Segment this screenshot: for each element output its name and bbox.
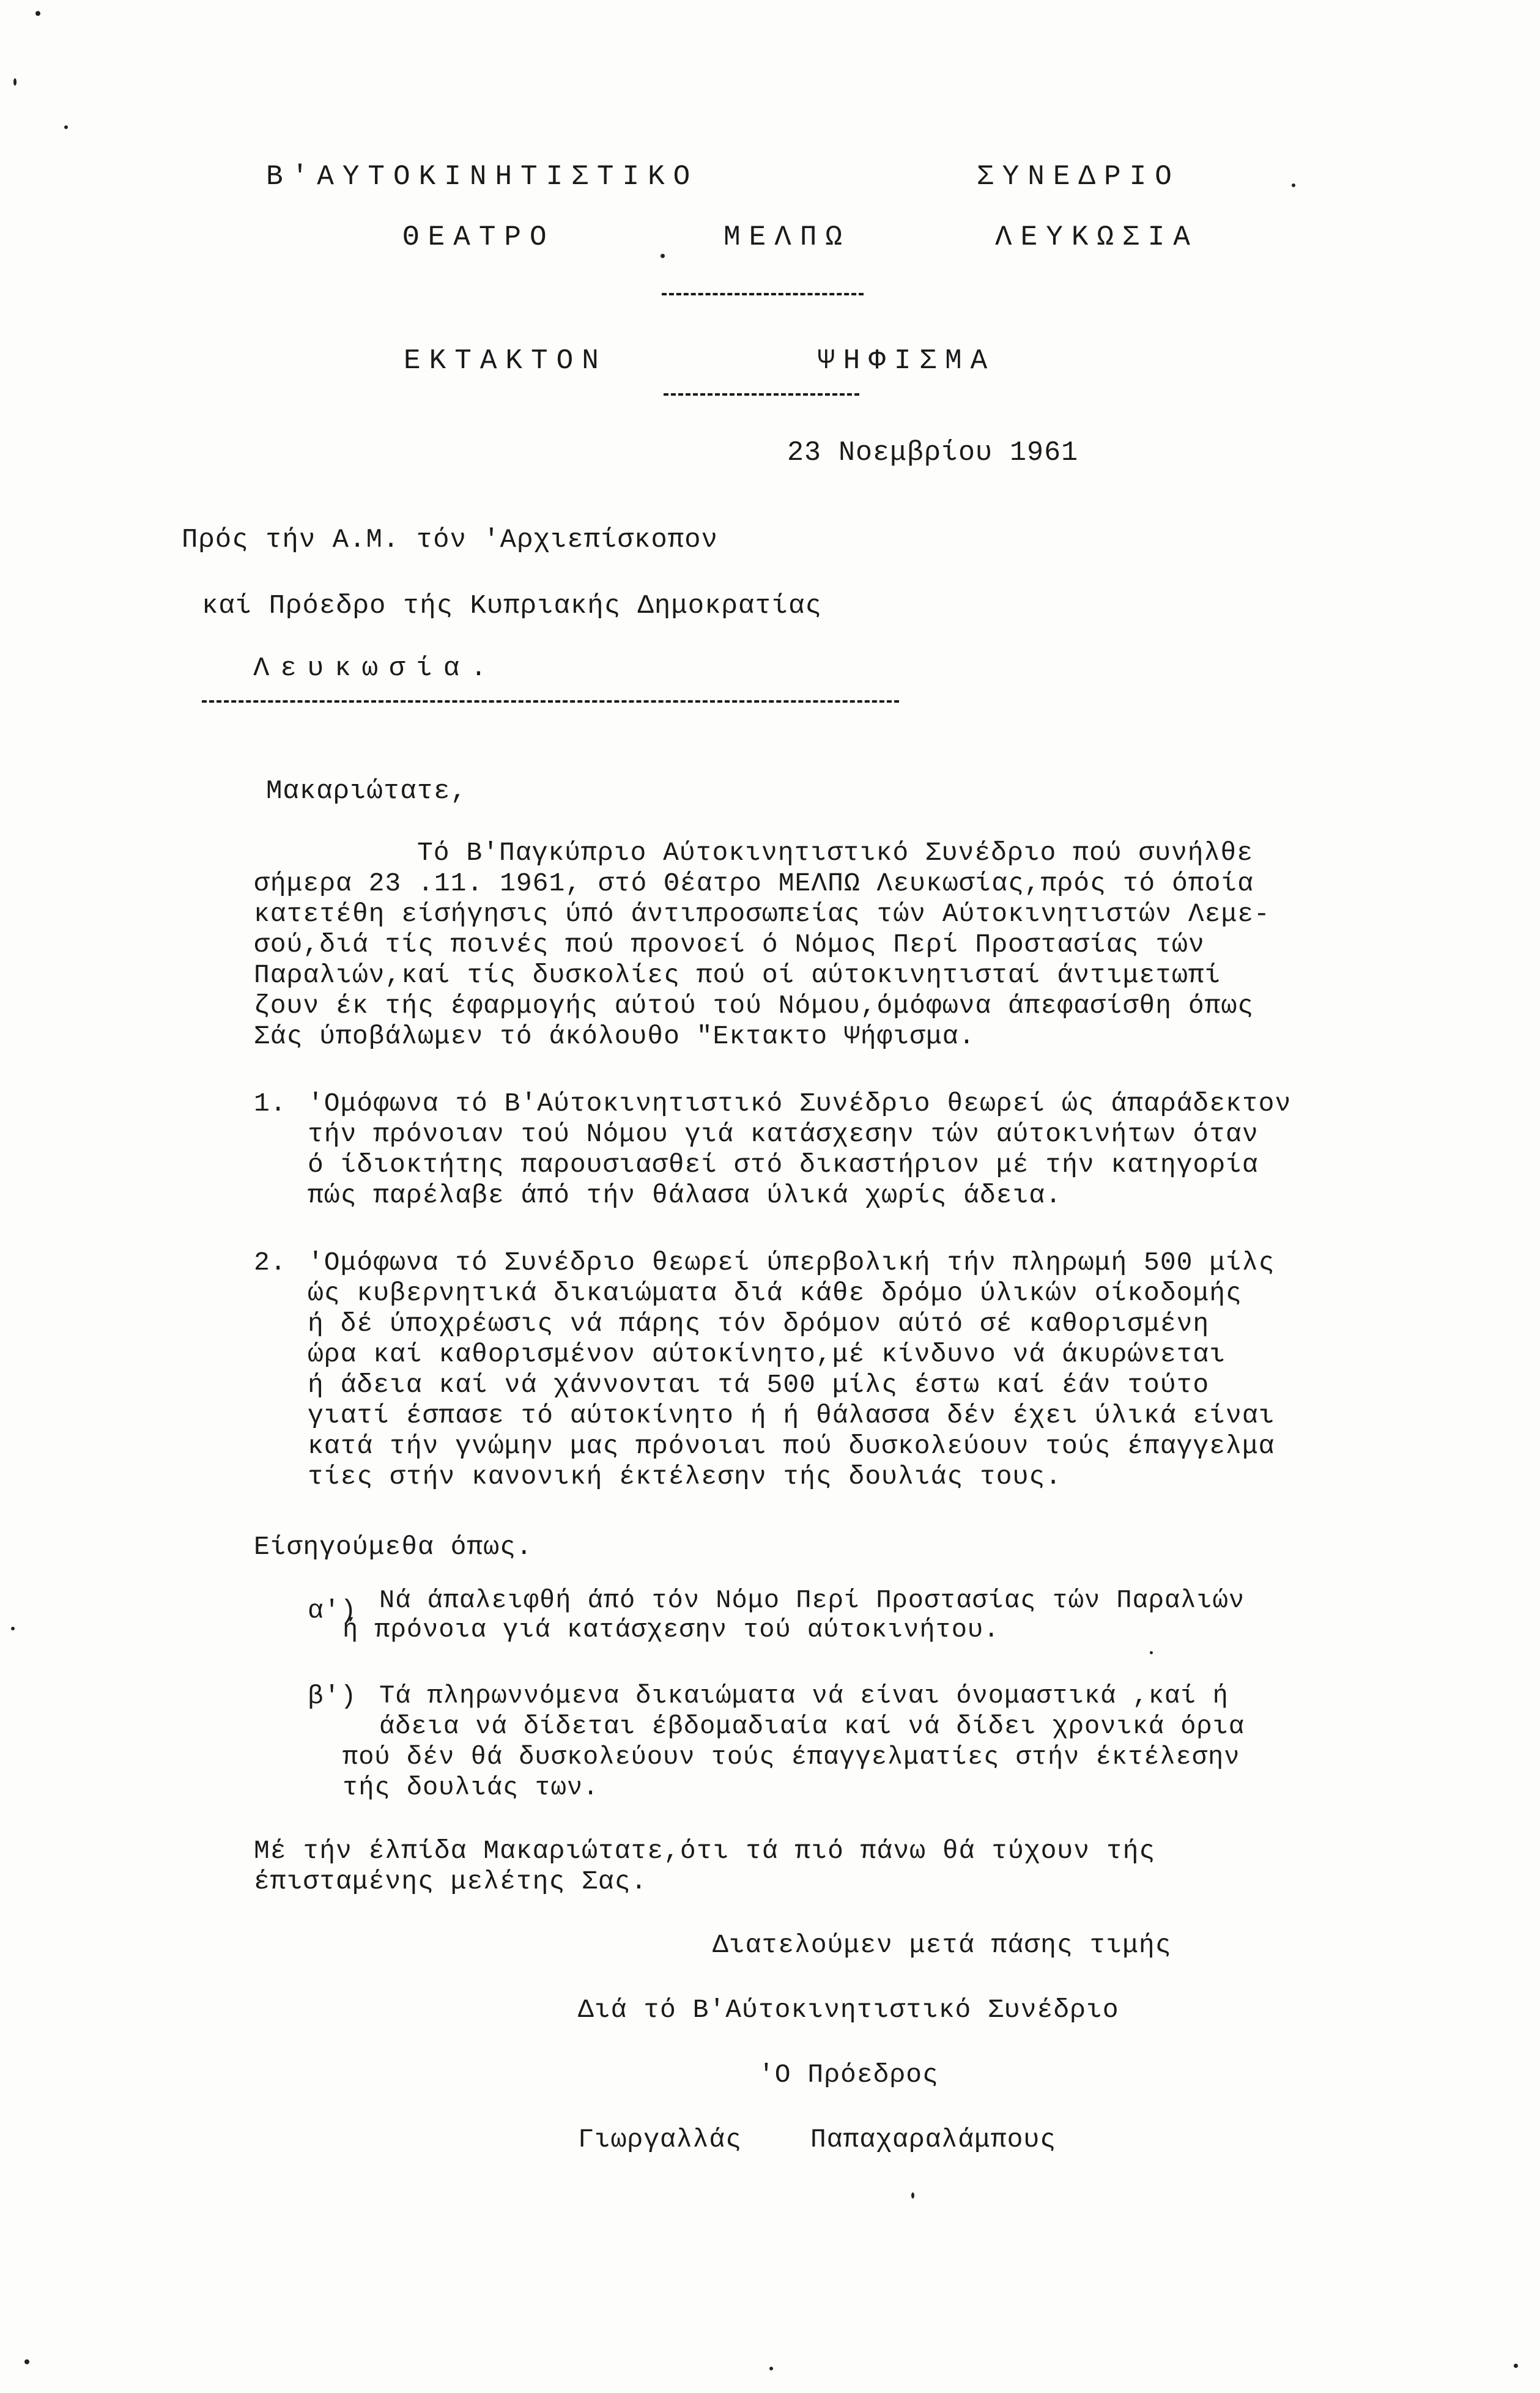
proposal-b-label: β') [308,1681,357,1711]
closing-line: έπισταμένης μελέτης Σας. [254,1866,648,1896]
scan-speck [64,125,68,129]
scan-speck [769,2367,773,2370]
item-2-line: τίες στήν κανονική έκτέλεσην τής δουλιάς τους. [308,1462,1062,1492]
item-2-number: 2. [254,1248,287,1278]
intro-line: ζουν έκ τής έφαρμογής αύτού τού Νόμου,όμόφωνα άπεφασίσθη όπως [254,991,1254,1021]
item-2-line: ώρα καί καθορισμένον αύτοκίνητο,μέ κίνδυνο νά άκυρώνεται [308,1339,1226,1369]
scan-speck [1150,1651,1153,1654]
closing-line: Μέ τήν έλπίδα Μακαριώτατε,ότι τά πιό πάνω θά τύχουν τής [254,1836,1156,1866]
salutation: Μακαριώτατε, [266,776,467,807]
recipient-divider [202,700,899,703]
item-1-number: 1. [254,1089,287,1119]
proposal-a-label: α') [308,1596,357,1626]
signature-role: 'Ο Πρόεδρος [758,2060,939,2090]
scan-speck [661,254,665,258]
intro-line: σού,διά τίς ποινές πού προνοεί ό Νόμος Περί Προστασίας τών [254,930,1205,960]
signature-on-behalf: Διά τό Β'Αύτοκινητιστικό Συνέδριο [578,1995,1119,2025]
header-city: ΛΕΥΚΩΣΙΑ [995,221,1199,253]
document-date: 23 Νοεμβρίου 1961 [787,437,1079,468]
item-2-line: ώς κυβερνητικά δικαιώματα διά κάθε δρόμο ύλικών οίκοδομής [308,1278,1242,1308]
item-2-line: ή δέ ύποχρέωσις νά πάρης τόν δρόμον αύτό σέ καθορισμένη [308,1309,1210,1339]
scan-speck [911,2192,914,2199]
proposal-b-line: άδεια νά δίδεται έβδομαδιαία καί νά δίδει χρονικά όρια [379,1712,1245,1741]
header-divider [662,293,864,295]
header-theatre-name: ΜΕΛΠΩ [724,221,851,253]
scan-speck [35,11,40,16]
scan-speck [11,1627,15,1630]
scan-speck [13,78,17,86]
recipient-line-1: Πρός τήν Α.Μ. τόν 'Αρχιεπίσκοπον [182,525,718,555]
proposal-a-line: ή πρόνοια γιά κατάσχεσην τού αύτοκινήτου. [342,1615,1000,1644]
proposal-b-line: πού δέν θά δυσκολεύουν τούς έπαγγελματίες στήν έκτέλεσην [342,1742,1240,1772]
intro-line: Τό Β'Παγκύπριο Αύτοκινητιστικό Συνέδριο πού συνήλθε [417,838,1254,868]
item-2-line: 'Ομόφωνα τό Συνέδριο θεωρεί ύπερβολική τήν πληρωμή 500 μίλς [308,1248,1275,1278]
intro-line: Σάς ύποβάλωμεν τό άκόλουθο "Εκτακτο Ψήφισμα. [254,1021,975,1051]
item-1-line: 'Ομόφωνα τό Β'Αύτοκινητιστικό Συνέδριο θεωρεί ώς άπαράδεκτον [308,1089,1292,1119]
intro-line: σήμερα 23 .11. 1961, στό Θέατρο ΜΕΛΠΩ Λευκωσίας,πρός τό όποία [254,868,1254,898]
document-title-right: ΨΗΦΙΣΜΑ [818,345,996,377]
item-1-line: ό ίδιοκτήτης παρουσιασθεί στό δικαστήριον μέ τήν κατηγορία [308,1150,1259,1180]
item-1-line: πώς παρέλαβε άπό τήν θάλασα ύλικά χωρίς άδεια. [308,1180,1062,1210]
intro-line: Παραλιών,καί τίς δυσκολίες πού οί αύτοκινητισταί άντιμετωπί [254,960,1221,990]
proposal-b-line: Τά πληρωννόμενα δικαιώματα νά είναι όνομαστικά ,καί ή [379,1681,1229,1711]
recipient-city: Λευκωσία. [253,653,498,684]
intro-line: κατετέθη είσήγησις ύπό άντιπροσωπείας τών Αύτοκινητιστών Λεμε- [254,899,1270,929]
item-1-line: τήν πρόνοιαν τού Νόμου γιά κατάσχεσην τών αύτοκινήτων όταν [308,1119,1259,1149]
proposal-a-line: Νά άπαλειφθή άπό τόν Νόμο Περί Προστασίας τών Παραλιών [379,1586,1245,1615]
proposal-b-line: τής δουλιάς των. [342,1773,599,1802]
item-2-line: γιατί έσπασε τό αύτοκίνητο ή ή θάλασσα δέν έχει ύλικά είναι [308,1400,1275,1430]
document-title-left: ΕΚΤΑΚΤΟΝ [404,345,607,377]
header-congress: ΣΥΝΕΔΡΙΟ [977,161,1180,193]
recipient-line-2: καί Πρόεδρο τής Κυπριακής Δημοκρατίας [202,591,822,621]
scan-speck [1292,183,1295,187]
header-theatre-label: ΘΕΑΤΡΟ [402,221,555,253]
scan-speck [1514,2364,1518,2368]
item-2-line: ή άδεια καί νά χάννονται τά 500 μίλς έστω καί έάν τούτο [308,1370,1210,1400]
signature-regards: Διατελούμεν μετά πάσης τιμής [713,1930,1172,1960]
signature-name-last: Παπαχαραλάμπους [810,2125,1057,2154]
item-2-line: κατά τήν γνώμην μας πρόνοιαι πού δυσκολεύουν τούς έπαγγελμα [308,1431,1275,1461]
scan-speck [24,2359,29,2364]
signature-name-first: Γιωργαλλάς [578,2125,742,2154]
header-organization: Β'ΑΥΤΟΚΙΝΗΤΙΣΤΙΚΟ [266,161,699,193]
proposals-heading: Είσηγούμεθα όπως. [254,1532,533,1562]
title-underline [664,393,859,396]
